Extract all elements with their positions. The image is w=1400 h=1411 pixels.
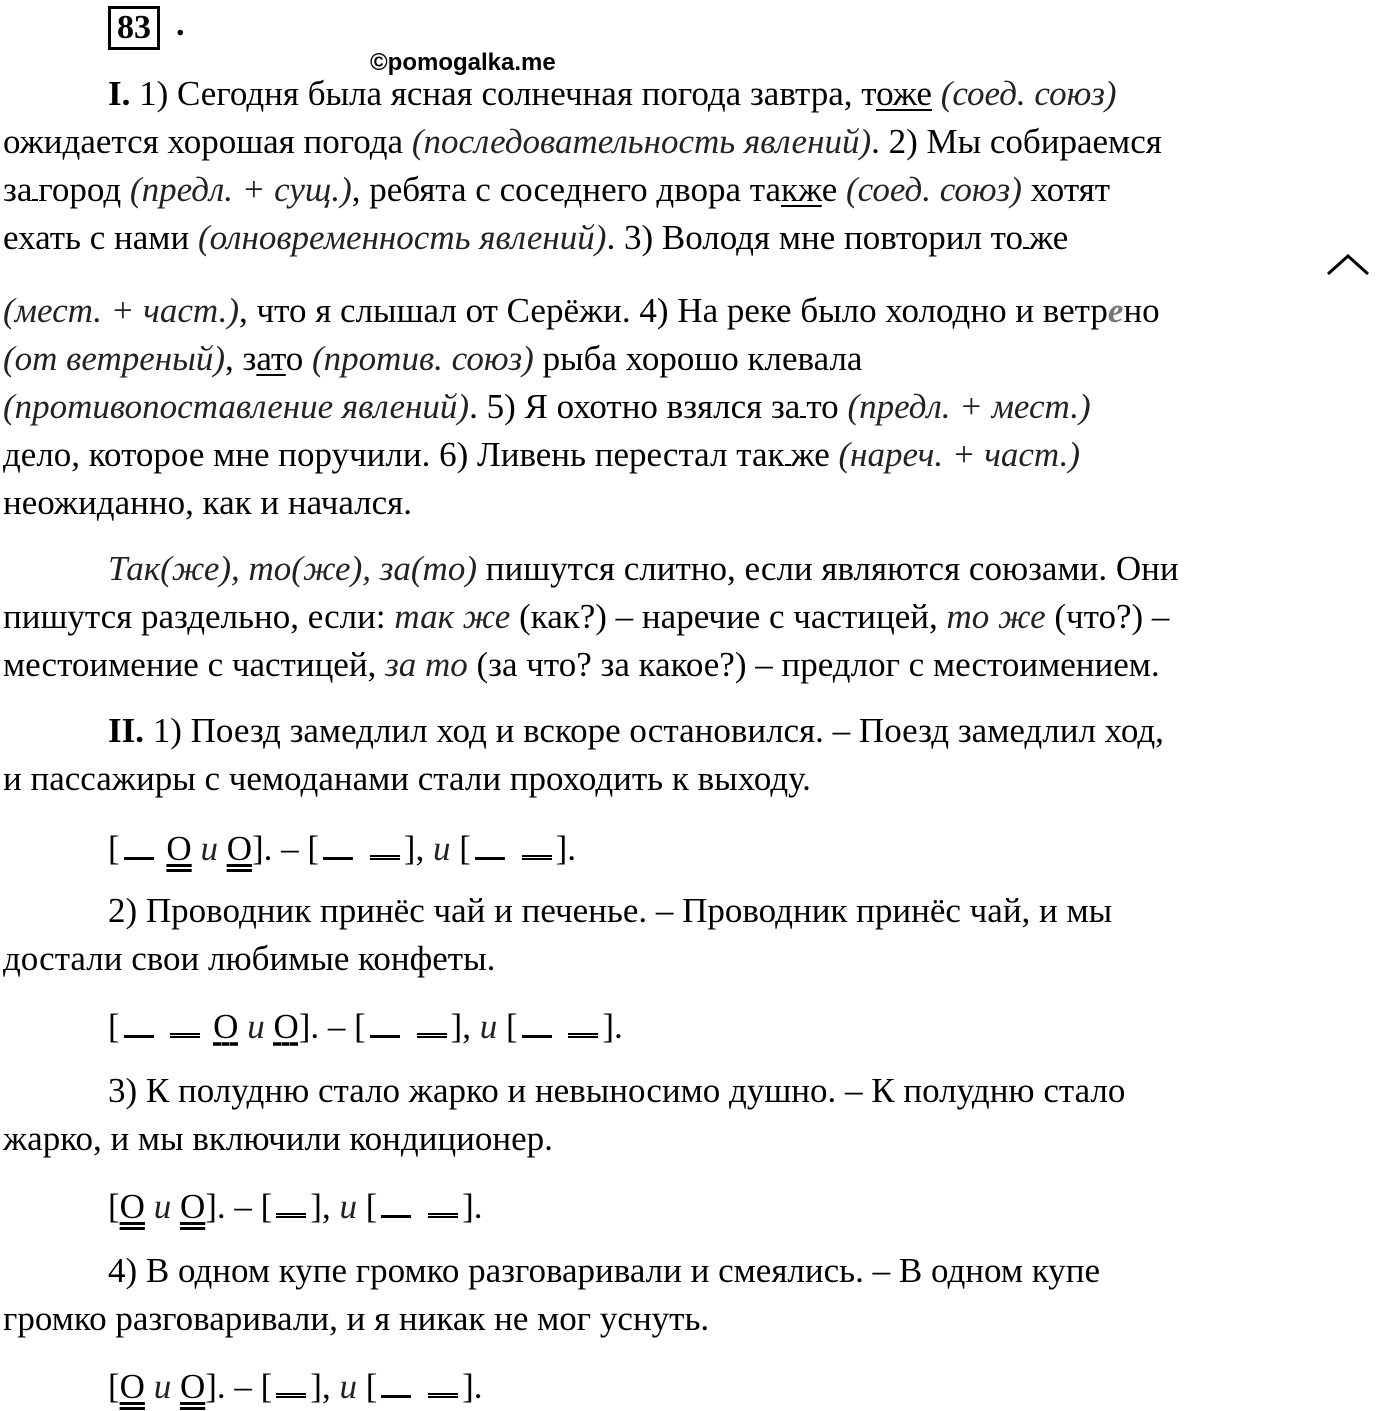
part2-line-7: 4) В одном купе громко разговаривали и смеялись. – В одном купе: [108, 1251, 1100, 1290]
rule-line-3: местоимение с частицей, за то (за что? за какое?) – предлог с местоимением.: [3, 645, 1160, 684]
part1-line-4: ехать с нами (олновременность явлений). 3) Володя мне повторил то же: [3, 218, 1069, 257]
rule-line-1: Так(же), то(же), за(то) пишутся слитно, если являются союзами. Они: [108, 549, 1179, 588]
exercise-number-box: 83: [108, 6, 160, 50]
part1-line-8: дело, которое мне поручили. 6) Ливень перестал так же (нареч. + част.): [3, 435, 1081, 474]
caret-mark-icon: [1326, 252, 1370, 276]
scheme-4: [О и О]. – [ ], и [ ].: [108, 1367, 483, 1406]
scheme-1: [ О и О]. – [ ], и [ ].: [108, 829, 576, 868]
part1-line-1: I. 1) Сегодня была ясная солнечная погода завтра, тоже (соед. союз): [108, 74, 1117, 113]
part1-line-9: неожиданно, как и начался.: [3, 483, 413, 522]
part2-line-5: 3) К полудню стало жарко и невыносимо душно. – К полудню стало: [108, 1071, 1126, 1110]
watermark: ©pomogalka.me: [370, 49, 556, 76]
scheme-3: [О и О]. – [ ], и [ ].: [108, 1187, 483, 1226]
part1-line-6: (от ветреный), зато (против. союз) рыба хорошо клевала: [3, 339, 863, 378]
scheme-2: [ О и О]. – [ ], и [ ].: [108, 1007, 623, 1046]
rule-line-2: пишутся раздельно, если: так же (как?) – наречие с частицей, то же (что?) –: [3, 597, 1170, 636]
part1-line-7: (противопоставление явлений). 5) Я охотно взялся за то (предл. + мест.): [3, 387, 1091, 426]
part2-line-6: жарко, и мы включили кондиционер.: [3, 1119, 553, 1158]
part1-line-3: за город (предл. + сущ.), ребята с соседнего двора также (соед. союз) хотят: [3, 170, 1111, 209]
part2-line-8: громко разговаривали, и я никак не мог уснуть.: [3, 1299, 710, 1338]
part1-line-2: ожидается хорошая погода (последовательность явлений). 2) Мы собираемся: [3, 122, 1162, 161]
part2-line-1: II. 1) Поезд замедлил ход и вскоре остановился. – Поезд замедлил ход,: [108, 711, 1164, 750]
part2-line-3: 2) Проводник принёс чай и печенье. – Проводник принёс чай, и мы: [108, 891, 1113, 930]
exercise-number-dot: .: [176, 6, 185, 43]
part2-line-2: и пассажиры с чемоданами стали проходить к выходу.: [3, 759, 811, 798]
part1-line-5: (мест. + част.), что я слышал от Серёжи. 4) На реке было холодно и ветрено: [3, 291, 1160, 330]
part2-line-4: достали свои любимые конфеты.: [3, 939, 496, 978]
